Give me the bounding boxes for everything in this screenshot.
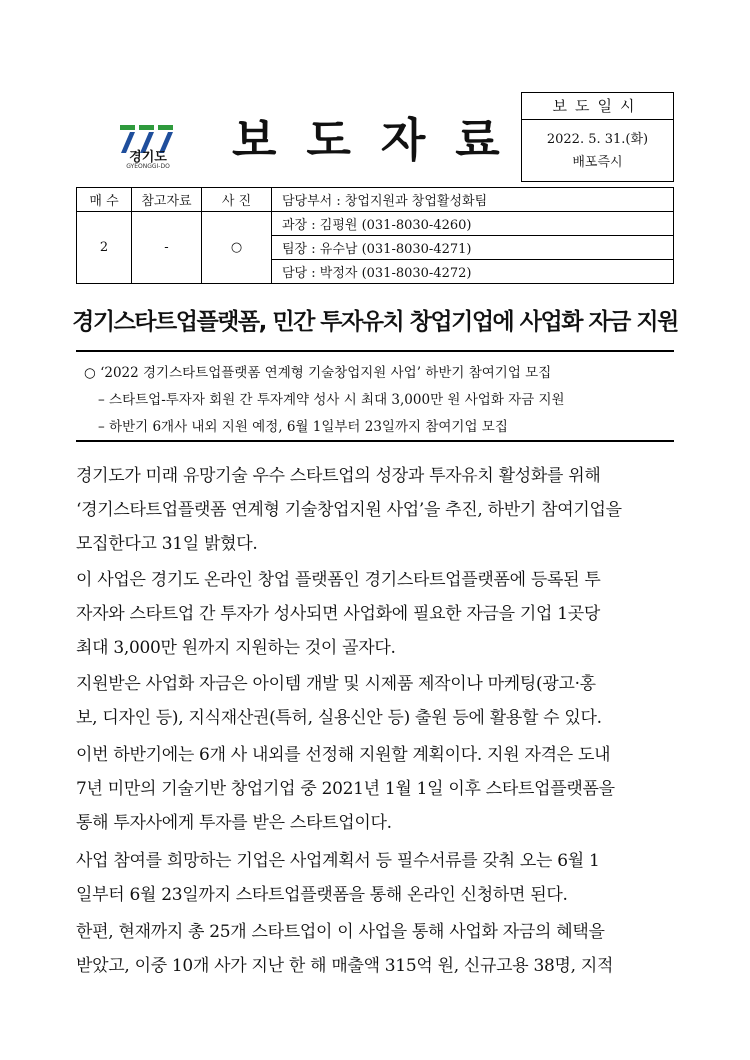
reference-value: - <box>132 212 202 284</box>
summary-line: – 스타트업-투자자 회원 간 투자계약 성사 시 최대 3,000만 원 사업화 자금 지원 <box>98 392 565 408</box>
para-line: 한편, 현재까지 총 25개 스타트업이 이 사업을 통해 사업화 자금의 혜택을 <box>76 922 605 942</box>
release-date-box <box>521 92 674 182</box>
contact-line: 과장 : 김평원 (031-8030-4260) <box>272 212 674 236</box>
logo-name: 경기도 <box>129 150 167 165</box>
release-date-heading: 보도일시 <box>522 93 673 120</box>
photo-header: 사 진 <box>202 188 272 212</box>
info-row <box>77 212 674 236</box>
para-line: 자자와 스타트업 간 투자가 성사되면 사업화에 필요한 자금을 기업 1곳당 <box>76 604 600 624</box>
summary-line: ○ ‘2022 경기스타트업플랫폼 연계형 기술창업지원 사업’ 하반기 참여기업 모집 <box>84 365 552 381</box>
summary-line: – 하반기 6개사 내외 지원 예정, 6월 1일부터 23일까지 참여기업 모집 <box>98 419 508 435</box>
pages-value: 2 <box>77 212 132 284</box>
page-title: 보도자료 <box>232 113 530 167</box>
body-paragraph <box>76 915 676 983</box>
para-line: 통해 투자사에게 투자를 받은 스타트업이다. <box>76 813 392 833</box>
contact-line: 담당 : 박정자 (031-8030-4272) <box>272 260 674 284</box>
para-line: 이번 하반기에는 6개 사 내외를 선정해 지원할 계획이다. 지원 자격은 도내 <box>76 745 611 765</box>
body-paragraph <box>76 667 676 735</box>
logo-english: GYEONGGI-DO <box>126 163 170 170</box>
pages-header: 매 수 <box>77 188 132 212</box>
body-paragraph <box>76 459 676 561</box>
para-line: 최대 3,000만 원까지 지원하는 것이 골자다. <box>76 638 396 658</box>
para-line: ‘경기스타트업플랫폼 연계형 기술창업지원 사업’을 추진, 하반기 참여기업을 <box>76 500 622 520</box>
para-line: 이 사업은 경기도 온라인 창업 플랫폼인 경기스타트업플랫폼에 등록된 투 <box>76 570 601 590</box>
para-line: 경기도가 미래 유망기술 우수 스타트업의 성장과 투자유치 활성화를 위해 <box>76 466 601 486</box>
para-line: 일부터 6월 23일까지 스타트업플랫폼을 통해 온라인 신청하면 된다. <box>76 885 568 905</box>
para-line: 보, 디자인 등), 지식재산권(특허, 실용신안 등) 출원 등에 활용할 수 있다. <box>76 708 602 728</box>
para-line: 사업 참여를 희망하는 기업은 사업계획서 등 필수서류를 갖춰 오는 6월 1 <box>76 851 600 871</box>
reference-header: 참고자료 <box>132 188 202 212</box>
para-line: 7년 미만의 기술기반 창업기업 중 2021년 1월 1일 이후 스타트업플랫폼을 <box>76 779 615 799</box>
summary-box <box>76 350 674 442</box>
release-note: 배포즉시 <box>572 155 623 170</box>
headline: 경기스타트업플랫폼, 민간 투자유치 창업기업에 사업화 자금 지원 <box>72 309 678 335</box>
department-cell: 담당부서 : 창업지원과 창업활성화팀 <box>272 188 674 212</box>
contact-line: 팀장 : 유수남 (031-8030-4271) <box>272 236 674 260</box>
body-paragraph <box>76 563 676 665</box>
body-paragraph <box>76 738 676 840</box>
para-line: 모집한다고 31일 밝혔다. <box>76 534 258 554</box>
para-line: 받았고, 이중 10개 사가 지난 한 해 매출액 315억 원, 신규고용 38명, 지적 <box>76 956 614 976</box>
info-table <box>76 187 674 284</box>
info-header-row <box>77 188 674 212</box>
body-paragraph <box>76 844 676 912</box>
release-date: 2022. 5. 31.(화) <box>546 132 649 147</box>
para-line: 지원받은 사업화 자금은 아이템 개발 및 시제품 제작이나 마케팅(광고·홍 <box>76 674 596 694</box>
photo-value: ○ <box>202 212 272 284</box>
